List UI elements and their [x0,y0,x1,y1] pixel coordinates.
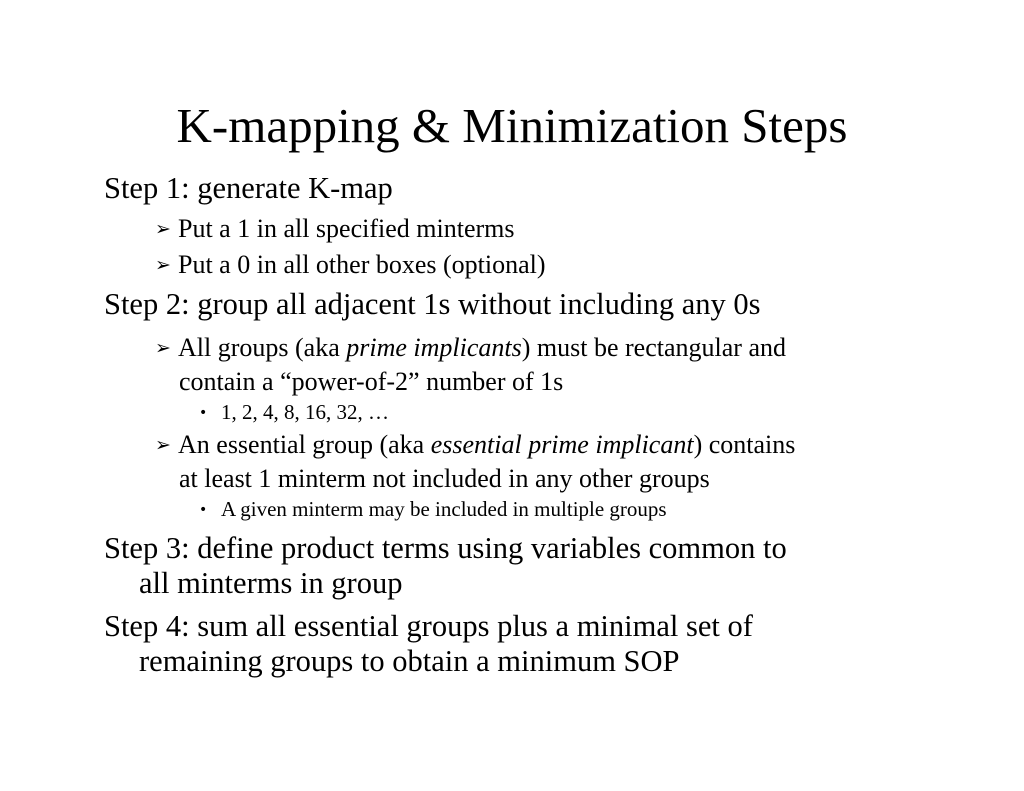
step-3-line-2: all minterms in group [139,566,403,600]
step-1 [104,171,393,206]
step-1-text: Step 1: generate K-map [104,171,393,205]
step-2-sub-2-continuation: at least 1 minterm not included in any other groups [179,464,710,493]
step-2-sub-1-continuation: contain a “power-of-2” number of 1s [179,367,564,396]
arrow-bullet-icon: ➢ [155,337,171,359]
arrow-bullet-icon: ➢ [155,434,171,456]
arrow-bullet-icon: ➢ [155,218,171,240]
step-2-sub-1-emphasis: prime implicants [346,333,522,362]
step-2-sub-2-bullet [199,496,667,525]
slide-title: K-mapping & Minimization Steps [176,98,848,153]
step-1-sub-2-text: Put a 0 in all other boxes (optional) [178,250,546,279]
step-2-sub-2-bullet-text: A given minterm may be included in multiple groups [221,497,667,521]
step-1-sub-2 [155,249,546,283]
step-2-sub-1 [155,332,786,397]
step-3 [104,531,787,601]
step-2 [104,287,761,322]
dot-bullet-icon: • [199,502,208,518]
step-2-sub-1-bullet [199,399,389,428]
step-2-sub-2 [155,429,795,494]
arrow-bullet-icon: ➢ [155,254,171,276]
step-2-sub-1-post: ) must be rectangular and [521,333,786,362]
step-2-sub-1-pre: All groups (aka [178,333,347,362]
step-2-sub-2-pre: An essential group (aka [178,430,431,459]
step-4-line-1: Step 4: sum all essential groups plus a minimal set of [104,609,753,643]
step-2-sub-1-bullet-text: 1, 2, 4, 8, 16, 32, … [221,400,389,424]
step-4-line-2: remaining groups to obtain a minimum SOP [139,644,680,678]
step-2-sub-2-emphasis: essential prime implicant [430,430,694,459]
step-2-text: Step 2: group all adjacent 1s without including any 0s [104,287,761,321]
step-2-sub-2-post: ) contains [693,430,796,459]
dot-bullet-icon: • [199,405,208,421]
step-1-sub-1-text: Put a 1 in all specified minterms [178,214,515,243]
step-3-line-1: Step 3: define product terms using variables common to [104,531,787,565]
step-4 [104,609,753,679]
step-1-sub-1 [155,213,515,247]
